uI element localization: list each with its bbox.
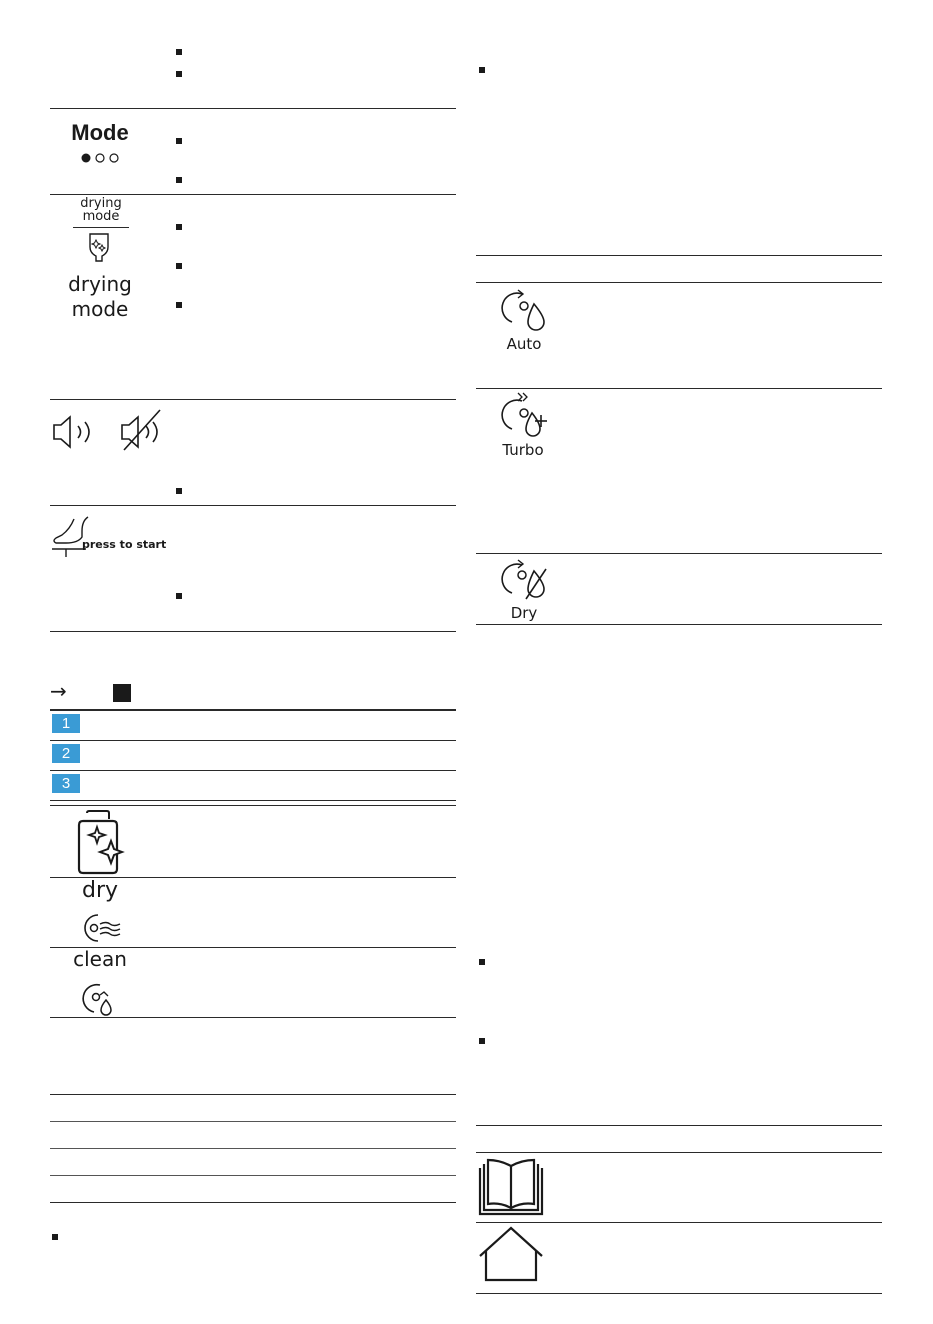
- clean-drop-icon: [82, 982, 122, 1018]
- turbo-drop-plus-icon: [500, 391, 554, 443]
- dry-wave-icon: [80, 912, 124, 946]
- step-badge-3: 3: [52, 774, 80, 793]
- drying-mode-dishwasher-icon: [86, 231, 116, 265]
- table-rule: [50, 631, 456, 632]
- table-rule: [50, 1017, 456, 1018]
- bullet: [176, 177, 182, 183]
- drying-mode-small-label: drying mode: [80, 196, 122, 224]
- table-rule: [50, 194, 456, 195]
- table-rule: [50, 1202, 456, 1203]
- bullet: [176, 488, 182, 494]
- house-icon: [478, 1226, 544, 1284]
- table-rule: [476, 1125, 882, 1126]
- black-square-icon: [113, 684, 131, 702]
- dry-label: dry: [81, 878, 119, 903]
- table-rule: [50, 1148, 456, 1149]
- step-badge-2: 2: [52, 744, 80, 763]
- bullet: [479, 67, 485, 73]
- bullet: [176, 49, 182, 55]
- bullet: [479, 1038, 485, 1044]
- clean-label: clean: [73, 947, 127, 971]
- mode-title: Mode: [71, 120, 129, 145]
- bullet: [176, 71, 182, 77]
- step-badge-1: 1: [52, 714, 80, 733]
- table-rule: [476, 1222, 882, 1223]
- table-rule: [476, 624, 882, 625]
- table-rule: [50, 709, 456, 711]
- table-rule: [476, 1293, 882, 1294]
- bullet: [176, 593, 182, 599]
- bullet: [176, 224, 182, 230]
- table-rule: [476, 255, 882, 256]
- table-rule: [476, 553, 882, 554]
- table-rule: [50, 1121, 456, 1122]
- table-rule: [50, 108, 456, 109]
- bullet: [176, 302, 182, 308]
- bullet: [176, 138, 182, 144]
- manual-book-icon: [478, 1158, 544, 1216]
- table-rule: [50, 505, 456, 506]
- bullet: [479, 959, 485, 965]
- mode-dots-icon: [78, 151, 138, 165]
- table-rule: [50, 740, 456, 741]
- table-rule: [476, 388, 882, 389]
- foot-press-icon: [52, 513, 92, 559]
- drying-mode-large-label: drying mode: [68, 272, 132, 321]
- table-rule: [50, 800, 456, 801]
- program-label-auto: Auto: [506, 335, 542, 353]
- arrow-right-icon: →: [50, 679, 67, 703]
- auto-drop-icon: [500, 286, 550, 334]
- table-rule: [50, 399, 456, 400]
- speaker-mute-icon: [120, 408, 170, 452]
- table-rule: [50, 1094, 456, 1095]
- table-rule: [50, 805, 456, 806]
- bullet: [176, 263, 182, 269]
- table-rule: [476, 1152, 882, 1153]
- table-rule: [476, 282, 882, 283]
- program-label-dry: Dry: [510, 604, 538, 622]
- press-to-start-label: press to start: [82, 538, 167, 551]
- dry-crossed-drop-icon: [500, 557, 550, 603]
- care-bottle-icon: [77, 809, 127, 875]
- bullet: [52, 1234, 58, 1240]
- table-rule: [50, 770, 456, 771]
- table-rule: [50, 1175, 456, 1176]
- drying-mode-underline: [73, 227, 129, 228]
- speaker-on-icon: [52, 412, 102, 452]
- program-label-turbo: Turbo: [502, 441, 544, 459]
